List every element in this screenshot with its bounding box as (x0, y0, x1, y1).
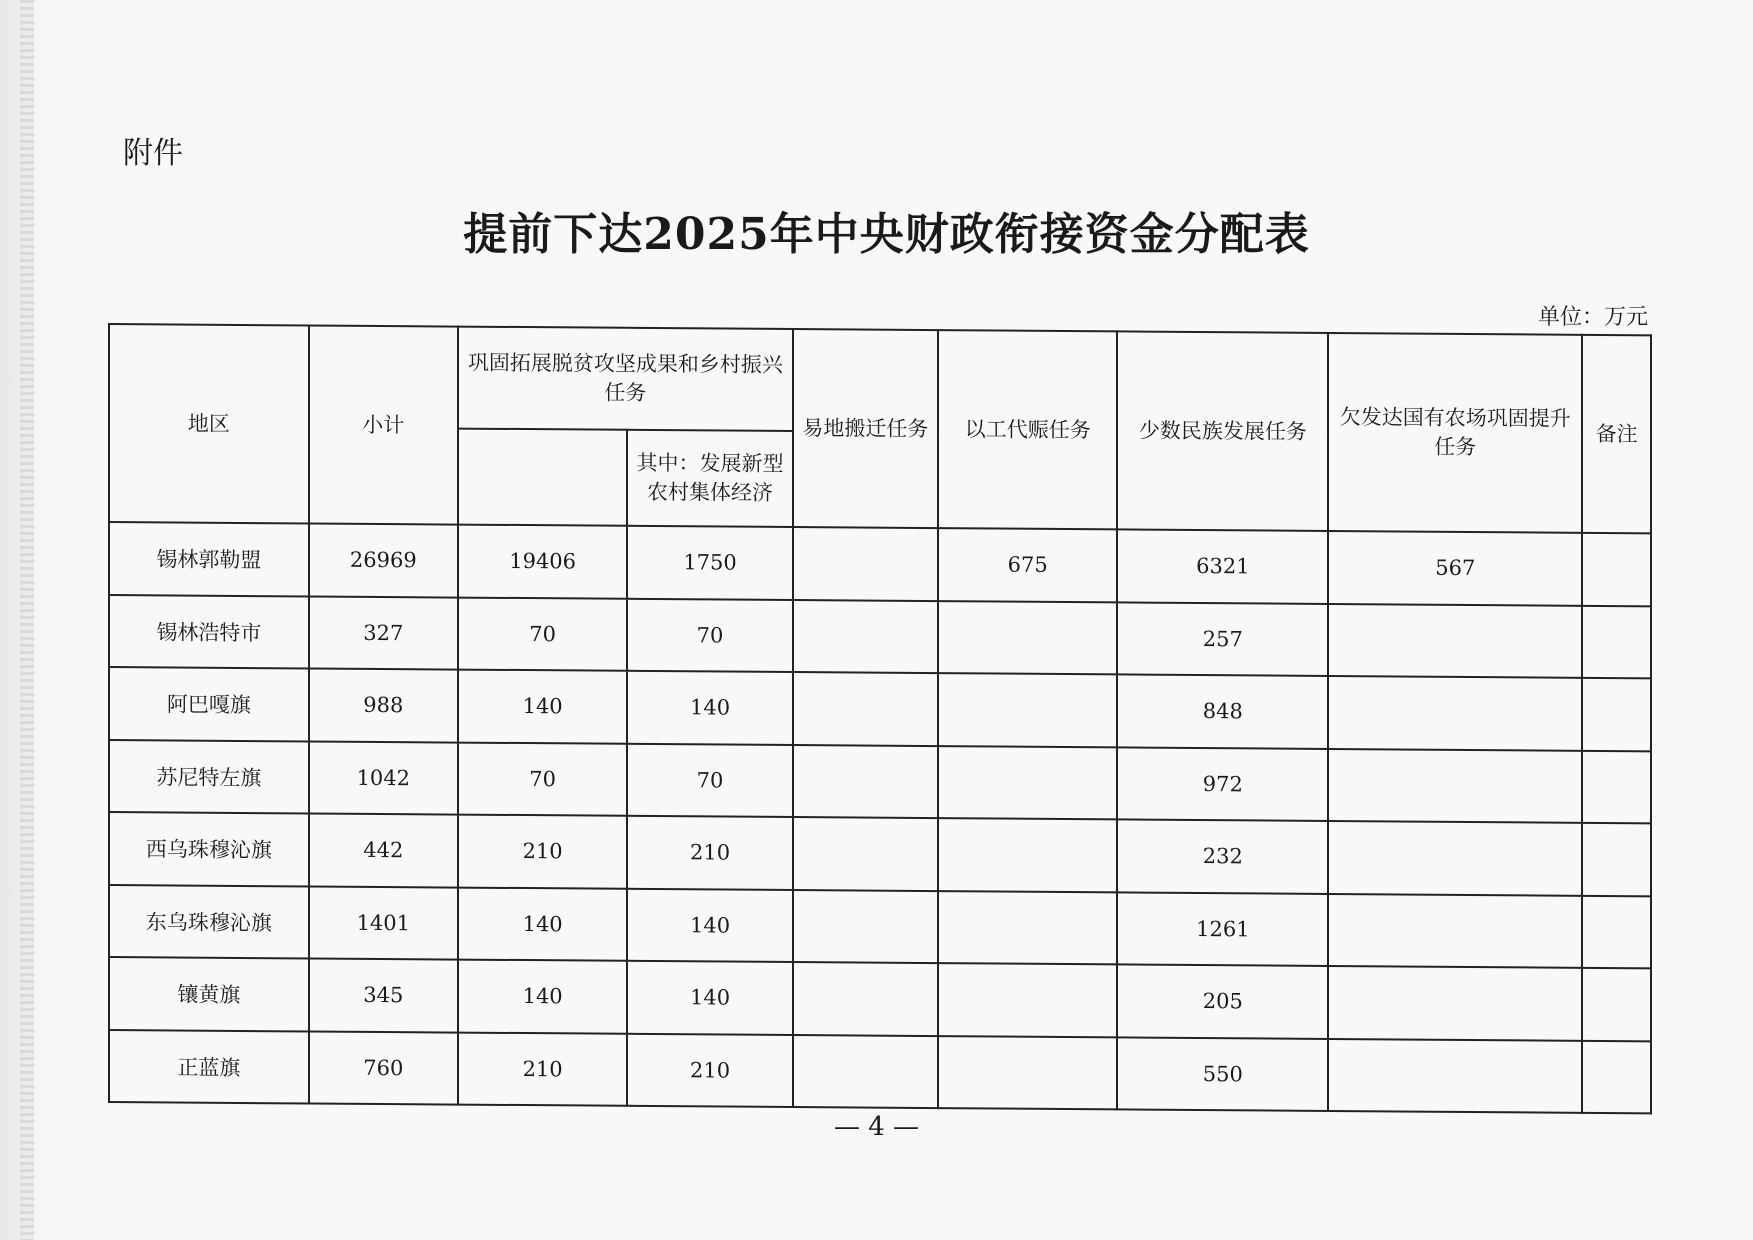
cell-farms (1328, 748, 1582, 822)
table-row (109, 885, 1651, 969)
cell-remarks (1582, 533, 1651, 606)
cell-region: 苏尼特左旗 (109, 740, 309, 814)
table-title: 提前下达2025年中央财政衔接资金分配表 (463, 209, 1310, 260)
cell-region: 东乌珠穆沁旗 (109, 885, 309, 959)
cell-region: 锡林浩特市 (109, 595, 309, 669)
cell-relocation (793, 527, 938, 601)
cell-relocation (793, 745, 938, 819)
header-new-collective: 其中：发展新型农村集体经济 (627, 430, 792, 527)
cell-new-collective: 70 (627, 743, 792, 817)
header-subtotal: 小计 (309, 325, 458, 524)
cell-new-collective: 210 (627, 816, 792, 890)
table-row (109, 1030, 1651, 1114)
cell-consolidate: 140 (458, 960, 627, 1034)
cell-relocation (793, 817, 938, 891)
cell-ethnic: 1261 (1117, 892, 1328, 966)
cell-ethnic: 232 (1117, 819, 1328, 893)
cell-new-collective: 140 (627, 888, 792, 962)
cell-work-relief (938, 1036, 1118, 1110)
table-row (109, 522, 1651, 606)
allocation-table (108, 323, 1652, 1114)
cell-new-collective: 1750 (627, 526, 792, 600)
cell-work-relief (938, 963, 1118, 1037)
header-farms: 欠发达国有农场巩固提升任务 (1328, 333, 1582, 533)
cell-farms (1328, 966, 1582, 1040)
cell-subtotal: 26969 (309, 523, 458, 597)
cell-subtotal: 988 (309, 668, 458, 742)
cell-farms (1328, 893, 1582, 967)
page-number: — 4 — (833, 1112, 920, 1142)
scan-edge-shadow (20, 0, 34, 1240)
cell-relocation (793, 962, 938, 1036)
cell-subtotal: 1042 (309, 741, 458, 815)
header-ethnic: 少数民族发展任务 (1117, 331, 1328, 531)
cell-work-relief (938, 601, 1118, 675)
cell-remarks (1582, 678, 1651, 751)
table-row (109, 957, 1651, 1041)
cell-ethnic: 972 (1117, 747, 1328, 821)
cell-consolidate: 70 (458, 742, 627, 816)
cell-ethnic: 257 (1117, 602, 1328, 676)
header-work-relief: 以工代赈任务 (938, 330, 1118, 529)
cell-consolidate: 140 (458, 887, 627, 961)
cell-ethnic: 6321 (1117, 529, 1328, 603)
cell-relocation (793, 890, 938, 964)
cell-subtotal: 1401 (309, 886, 458, 960)
cell-remarks (1582, 895, 1651, 968)
cell-work-relief (938, 818, 1118, 892)
table-row (109, 812, 1651, 896)
unit-label: 单位：万元 (1537, 305, 1648, 330)
cell-subtotal: 760 (309, 1031, 458, 1105)
cell-subtotal: 327 (309, 596, 458, 670)
table-row (109, 740, 1651, 824)
cell-consolidate: 70 (458, 597, 627, 671)
cell-new-collective: 210 (627, 1033, 792, 1107)
cell-consolidate: 140 (458, 670, 627, 744)
cell-region: 镶黄旗 (109, 957, 309, 1031)
cell-ethnic: 848 (1117, 674, 1328, 748)
cell-remarks (1582, 750, 1651, 823)
cell-work-relief (938, 891, 1118, 965)
cell-consolidate: 210 (458, 1032, 627, 1106)
cell-consolidate: 210 (458, 815, 627, 889)
attachment-label: 附件 (123, 136, 183, 171)
cell-relocation (793, 672, 938, 746)
cell-farms (1328, 1038, 1582, 1112)
header-consolidate-blank (458, 429, 627, 526)
cell-new-collective: 70 (627, 598, 792, 672)
cell-region: 锡林郭勒盟 (109, 522, 309, 596)
cell-new-collective: 140 (627, 961, 792, 1035)
cell-region: 阿巴嘎旗 (109, 667, 309, 741)
cell-remarks (1582, 968, 1651, 1041)
cell-remarks (1582, 605, 1651, 678)
cell-work-relief: 675 (938, 528, 1118, 602)
cell-farms (1328, 676, 1582, 750)
cell-region: 西乌珠穆沁旗 (109, 812, 309, 886)
table-row (109, 595, 1651, 679)
cell-relocation (793, 600, 938, 674)
cell-remarks (1582, 1040, 1651, 1113)
header-consolidate: 巩固拓展脱贫攻坚成果和乡村振兴任务 (458, 327, 793, 431)
cell-relocation (793, 1035, 938, 1109)
table-row (109, 667, 1651, 751)
cell-work-relief (938, 746, 1118, 820)
cell-ethnic: 550 (1117, 1037, 1328, 1111)
cell-subtotal: 345 (309, 958, 458, 1032)
cell-subtotal: 442 (309, 813, 458, 887)
cell-work-relief (938, 673, 1118, 747)
cell-new-collective: 140 (627, 671, 792, 745)
header-remarks: 备注 (1582, 335, 1651, 534)
cell-region: 正蓝旗 (109, 1030, 309, 1104)
cell-farms (1328, 821, 1582, 895)
header-relocation: 易地搬迁任务 (793, 329, 938, 528)
cell-remarks (1582, 823, 1651, 896)
cell-farms: 567 (1328, 531, 1582, 605)
cell-farms (1328, 603, 1582, 677)
cell-ethnic: 205 (1117, 964, 1328, 1038)
cell-consolidate: 19406 (458, 525, 627, 599)
header-region: 地区 (109, 324, 309, 523)
